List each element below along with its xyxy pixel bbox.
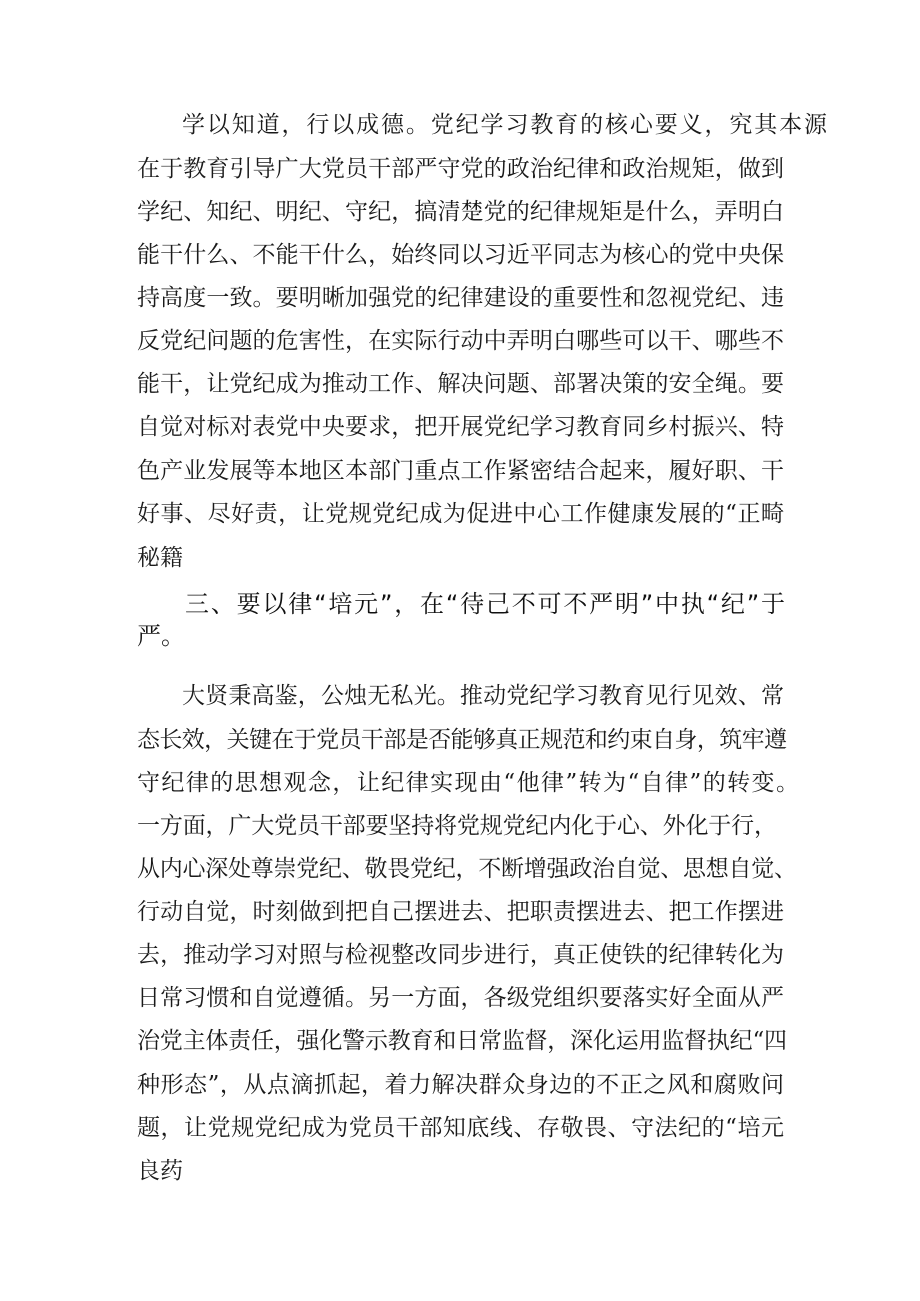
paragraph-2-line-2: 态长效，关键在于党员干部是否能够真正规范和约束自身，筑牢遵 xyxy=(137,727,787,753)
paragraph-2-line-11: 题，让党规党纪成为党员干部知底线、存敬畏、守法纪的“培元 xyxy=(137,1115,785,1141)
paragraph-1-line-2: 在于教育引导广大党员干部严守党的政治纪律和政治规矩，做到 xyxy=(137,156,785,182)
paragraph-2-line-5: 从内心深处尊崇党纪、敬畏党纪，不断增强政治自觉、思想自觉、 xyxy=(137,856,797,882)
paragraph-2-line-6: 行动自觉，时刻做到把自己摆进去、把职责摆进去、把工作摆进 xyxy=(137,899,785,925)
paragraph-1-line-6: 反党纪问题的危害性，在实际行动中弄明白哪些可以干、哪些不 xyxy=(137,328,785,354)
paragraph-1-line-1: 学以知道，行以成德。党纪学习教育的核心要义，究其本源 xyxy=(182,112,829,138)
paragraph-2-line-12: 良药 xyxy=(137,1158,183,1184)
paragraph-1-line-10: 好事、尽好责，让党规党纪成为促进中心工作健康发展的“正畸 xyxy=(137,501,785,527)
paragraph-2-line-4: 一方面，广大党员干部要坚持将党规党纪内化于心、外化于行， xyxy=(137,813,777,839)
paragraph-1-line-5: 持高度一致。要明晰加强党的纪律建设的重要性和忽视党纪、违 xyxy=(137,285,785,311)
paragraph-2-line-10: 种形态”，从点滴抓起，着力解决群众身边的不正之风和腐败问 xyxy=(137,1072,785,1098)
paragraph-2-line-9: 治党主体责任，强化警示教育和日常监督，深化运用监督执纪“四 xyxy=(137,1028,787,1054)
paragraph-1-line-4: 能干什么、不能干什么，始终同以习近平同志为核心的党中央保 xyxy=(137,242,785,268)
paragraph-1-line-3: 学纪、知纪、明纪、守纪，搞清楚党的纪律规矩是什么，弄明白 xyxy=(137,199,785,225)
paragraph-1-line-8: 自觉对标对表党中央要求，把开展党纪学习教育同乡村振兴、特 xyxy=(137,414,785,440)
paragraph-1-line-7: 能干，让党纪成为推动工作、解决问题、部署决策的安全绳。要 xyxy=(137,371,785,397)
paragraph-1-line-9: 色产业发展等本地区本部门重点工作紧密结合起来，履好职、干 xyxy=(137,458,785,484)
section-heading-line-1: 三、要以律“培元”，在“待己不可不严明”中执“纪”于 xyxy=(185,590,787,618)
paragraph-2-line-3: 守纪律的思想观念，让纪律实现由“他律”转为“自律”的转变。 xyxy=(137,770,801,796)
section-heading-line-2: 严。 xyxy=(137,622,185,650)
paragraph-2-line-7: 去，推动学习对照与检视整改同步进行，真正使铁的纪律转化为 xyxy=(137,942,785,968)
paragraph-2-line-8: 日常习惯和自觉遵循。另一方面，各级党组织要落实好全面从严 xyxy=(137,985,785,1011)
paragraph-1-line-11: 秘籍 xyxy=(137,545,183,571)
paragraph-2-line-1: 大贤秉高鉴，公烛无私光。推动党纪学习教育见行见效、常 xyxy=(182,683,785,709)
